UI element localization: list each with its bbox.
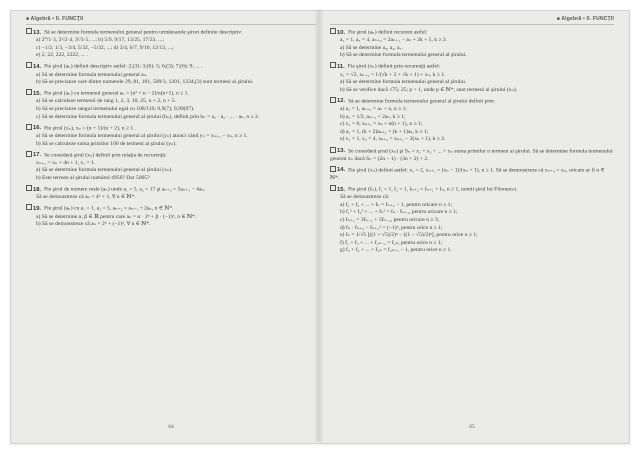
exercise-statement [330,62,614,71]
exercise [330,147,614,164]
exercise-text: Fie şirul de numere reale (aₙ) unde a₁ = 5, a₂ = 17 şi aₙ₊₂ = 5aₙ₊₁ − 4aₙ. [44,186,206,193]
exercise [26,62,316,86]
exercise-text: b) Să se precizeze rangul termenului egal cu 108/110; 0,9(7); 0,99(97). [36,106,195,113]
exercise-text: b) Să se demonstreze că aₙ = 2ⁿ + (−1)ⁿ, ∀ n ∈ ℕ*. [36,221,151,228]
exercise [330,97,614,144]
exercise-text: Fie şirul (aₙ) definit recurent astfel: [348,29,428,36]
right-page [330,16,614,436]
exercise-statement [26,28,316,37]
exercise [26,185,316,202]
exercise-line [26,214,316,222]
right-page-number: 65 [469,424,475,430]
exercise-line [330,217,614,225]
exercise-text: e) 2, 22, 222, 2222, ... . [36,52,88,59]
exercise [26,89,316,121]
exercise-text: a) Să se determine formula termenului general al şirului (xₙ). [36,167,173,174]
exercise-text: a₁ = 1, a₂ = 4, aₙ₊₂ = 2aₙ₊₁ − aₙ + 2k + 5, k ≥ 2. [340,37,448,44]
exercise [330,166,614,183]
exercise-line [26,114,316,122]
exercise-text: c) fₙ₊₁ = 3fₙ₋₁ + 5fₙ₋₂, pentru oricare n ≥ 3; [340,217,440,224]
exercise-line [330,87,614,95]
exercise-number: 18. [26,187,41,193]
exercise-text: c) x₁ = 0, xₖ₊₁ = xₖ + n(n + 1), n ≥ 1; [340,121,423,128]
exercise-number: 10. [330,30,345,36]
exercise-text: Să se demonstreze că aₙ = 4ⁿ + 1, ∀ n ∈ ℕ*. [36,194,136,201]
exercise-statement [26,185,316,194]
exercise-text: a) 2⁰/1·3, 2¹/2·4, 3²/3·5, ...; b) 5/9, 9/17, 13/25, 17/33, ...; [36,37,164,44]
exercise-line [330,232,614,240]
exercise-text: Se consideră şirul (xₙ) definit prin relaţia de recurenţă: [44,152,167,159]
exercise-line [330,52,614,60]
exercise-text: xₙ₊₁ = xₙ + 4n + 1, x₁ = 1. [36,159,96,166]
exercise-number: 11. [330,64,345,70]
exercise-number: 19. [26,206,41,212]
exercise-line [330,37,614,45]
exercise [26,204,316,228]
exercise-statement [26,151,316,160]
exercise-number: 15. [26,91,41,97]
exercise-line [330,106,614,114]
exercise-statement [26,62,316,71]
exercise-line [26,167,316,175]
exercise-text: b) Să se determine formula termenului general al şirului. [340,52,467,59]
exercise-line [26,37,316,45]
exercise-number: 15. [330,187,345,193]
exercise-statement [330,185,614,194]
exercise [330,185,614,255]
exercise-line [330,209,614,217]
exercise-statement [330,97,614,106]
exercise-line [26,221,316,229]
left-page-number: 64 [168,424,174,430]
exercise-text: a) Să se determine a₃, a₄, a₅. [340,44,403,51]
exercise-text: a) Să se determine formula termenului general aₙ. [36,71,148,78]
exercise-text: c) −1/2, 1/3, −3/4, 5/32, −5/32, ...; d) 3/4, 6/7, 9/10, 12/13, ...; [36,44,174,51]
exercise-number: 13. [26,30,41,36]
exercise-number: 17. [26,152,41,158]
exercise-text: e) fₙ = 1/√5 [((1 + √5)/2)ⁿ − ((1 − √5)/2)ⁿ], pentru orice n ≥ 1; [340,232,478,239]
exercise-text: b) Este termen al şirului numărul 4950? Dar 5005? [36,174,150,181]
exercise-text: Să se determine formula termenului general al şirului definit prin: [348,98,496,105]
exercise-text: a) Să se calculeze termenii de rang 1, 2, 3, 10, 25, n + 2, n + 5. [36,98,176,105]
exercise-text: a) Să se determine formula termenului general al şirului (yₙ) atunci când yₙ = xₙ₊₁ − xₙ, n ≥ 1. [36,132,248,139]
exercise-text: Fie şirul (xₙ), xₙ = (n + 1)/(n + 2), n ≥ 1. [44,125,135,132]
exercise-statement [26,124,316,133]
exercise-text: a) Să se determine α, β ∈ ℝ pentru care aₙ = α · 2ⁿ + β · (−1)ⁿ, n ∈ ℕ*. [36,213,197,220]
left-problem-list [26,28,316,229]
exercise-text: Să se demonstreze că: [340,194,390,201]
exercise [26,151,316,183]
exercise-text: b) Să se calculeze suma primilor 100 de termeni ai şirului (yₙ). [36,140,177,147]
exercise-text: b) Să se precizeze care dintre numerele 29, 81, 101, 509/3, 1201, 1334,(3) sunt termeni ai şirului. [36,79,254,86]
exercise [330,28,614,60]
exercise-number: 16. [26,125,41,131]
exercise-line [26,175,316,183]
exercise [26,28,316,60]
exercise [26,124,316,148]
exercise-text: a) a₁ = 1, aₙ₊₁ = aₙ + n, n ≥ 1; [340,106,407,113]
exercise-line [330,194,614,202]
exercise-text: d) fₙ · fₙ₊₂ − fₙ₊₁² = (−1)ⁿ, pentru orice n ≥ 1; [340,224,443,231]
exercise-line [26,194,316,202]
exercise-statement [26,204,316,213]
exercise-number: 14. [26,64,41,70]
left-page-header: ■ Algebră • II. FUNCŢII [26,16,316,25]
exercise-text: b) f₁² + f₂² + ... + fₙ² = fₙ · fₙ₊₁, pentru oricare n ≥ 1; [340,209,458,216]
right-problem-list [330,28,614,255]
exercise-statement [330,28,614,37]
exercise-text: x₁ = √2, xₙ₊₁ = 1/(√k + 2 + √k + 1) + xₙ, k ≥ 1. [340,71,446,78]
exercise-text: a) Să se determine formula termenului general al şirului. [340,79,467,86]
exercise-text: Fie şirul (aₙ) definit descriptiv astfel: 2;(3): 3;(6): 5; 6;(3): 7;(6): 9; ... . [44,63,203,70]
exercise-text: Se consideră şirul (xₙ) şi Sₙ = x₁ + x₂ + ... + xₙ suma primilor n termeni ai şirului. Să se determine formula termenului general xₙ dacă Sₙ = (2n − 1) · (3n + 2) + 2. [330,148,613,162]
exercise-line [330,79,614,87]
exercise-text: Fie şirul (aₙ) cu a₁ = 1, a₂ = 5, aₙ₊₂ = aₙ₊₁ + 2aₙ, n ∈ ℕ*. [44,205,174,212]
exercise-line [26,141,316,149]
exercise-text: d) a₁ = 1, (k + 2)aₖ₊₁ = (k + 1)aₖ, k ≥ 1; [340,128,429,135]
exercise-text: c) Să se determine formula termenului general al şirului (bₙ), definit prin bₙ = a₁ · a₂ · ... · aₙ, n ≥ 2. [36,113,260,120]
exercise-line [26,98,316,106]
exercise-line [26,52,316,60]
right-page-header: ■ Algebră • II. FUNCŢII [330,16,614,25]
exercise-text: Fie şirul (xₙ) definit astfel: x₁ = 2, xₙ₊₁ = (xₙ − 1)/(xₙ + 1), n ≥ 1. Să se demonstreze că xₙ₊₄ = xₙ, oricare ar fi n ∈ ℕ*. [330,167,605,181]
exercise-number: 14. [330,167,345,173]
exercise-statement [330,147,614,164]
exercise-statement [330,166,614,183]
exercise-number: 12. [330,98,345,104]
exercise-text: a) f₁ + f₂ + ... + fₙ = fₙ₊₂ − 1, pentru oricare n ≥ 1; [340,201,453,208]
exercise-line [26,133,316,141]
exercise-line [330,247,614,255]
exercise [330,62,614,94]
exercise-line [26,106,316,114]
exercise-line [26,79,316,87]
exercise-text: Să se determine formula termenului general pentru următoarele şiruri definite descriptiv: [44,29,243,36]
exercise-text: b) a₁ = 1/2, aₙ₊₁ = 2aₙ, k ≥ 1; [340,113,406,120]
left-page [26,16,316,436]
exercise-text: f) f₁ + f₃ + ... + f₂ₙ₋₁ = f₂ₙ, pentru orice n ≥ 1; [340,239,443,246]
exercise-line [330,136,614,144]
exercise-text: b) Să se verifice dacă √75; 25; p + 1, unde p ∈ ℕ*, sunt termeni ai şirului (xₙ). [340,86,518,93]
exercise-line [330,121,614,129]
exercise-text: g) f₂ + f₄ + ... + f₂ₙ = f₂ₙ₊₁ − 1, pentru orice n ≥ 1. [340,247,452,254]
exercise-text: e) x₁ = 1, x₂ = 4, xₖ₊₂ = xₖ₊₁ − 2(xₖ + 1), k ≥ 2. [340,136,446,143]
exercise-number: 13. [330,148,345,154]
exercise-text: Fie şirul (aₙ) cu termenul general aₙ = (n² + n − 2)/n(n+1), n ≥ 1. [44,90,189,97]
exercise-text: Fie şirul (xₙ) definit prin recurenţă astfel: [347,63,441,70]
exercise-text: Fie şirul (fₙ), f₁ = 1, f₂ = 1, fₙ₊₂ = fₙ₊₁ + fₙ, n ≥ 1, numit şirul lui Fibonacci. [348,186,518,193]
